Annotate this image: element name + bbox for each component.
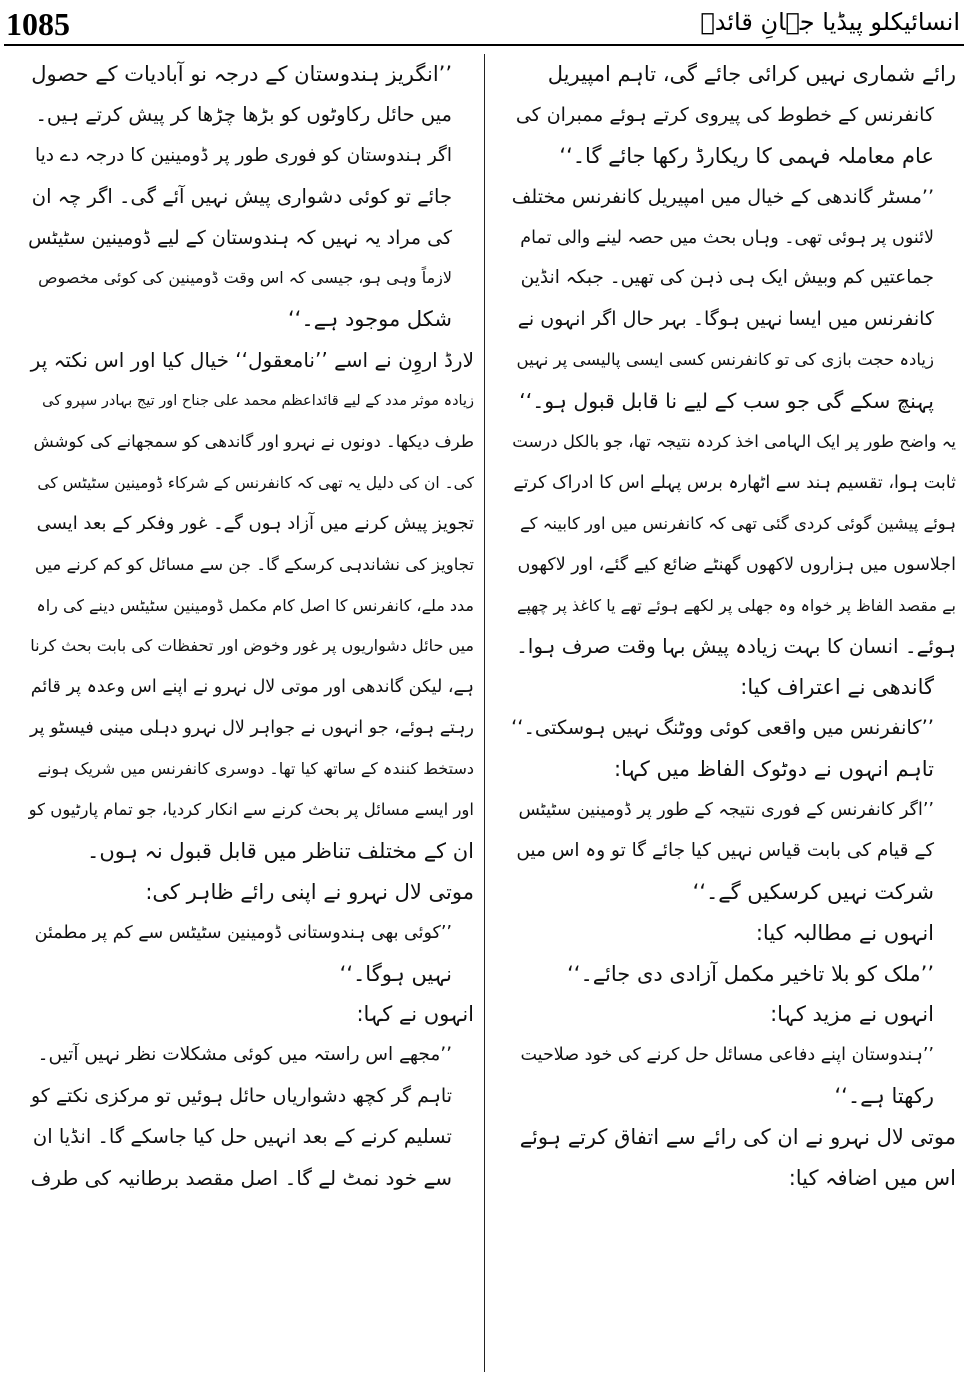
text-line: میں حائل دشواریوں پر غور وخوض اور تحفظات کی بابت بحث کرنا <box>30 636 474 656</box>
text-line: تاہم انہوں نے دوٹوک الفاظ میں کہا: <box>614 757 934 782</box>
text-line: کانفرنس کے خطوط کی پیروی کرتے ہوئے ممبران کی <box>515 103 934 126</box>
text-line: اجلاسوں میں ہزاروں لاکھوں گھنٹے ضائع کیے گئے، اور لاکھوں <box>517 554 956 575</box>
text-line: عام معاملہ فہمی کا ریکارڈ رکھا جائے گا۔‘‘ <box>559 143 934 168</box>
left-column <box>28 54 474 1370</box>
text-line: انہوں نے مزید کہا: <box>770 1002 934 1027</box>
text-line: بے مقصد الفاظ پر خواہ وہ جھلی پر لکھے ہوئے تھے یا کاغذ پر چھپے <box>516 595 956 615</box>
column-divider <box>484 54 485 1372</box>
text-line: تسلیم کرنے کے بعد انہیں حل کیا جاسکے گا۔ انڈیا ان <box>32 1125 452 1149</box>
text-line: انہوں نے کہا: <box>356 1002 474 1027</box>
text-line: ’’اگر کانفرنس کے فوری نتیجہ کے طور پر ڈومینین سٹیٹس <box>518 800 934 821</box>
text-line: اور ایسے مسائل پر بحث کرنے سے انکار کردیا، جو تمام پارٹیوں کو <box>28 800 474 820</box>
text-line: ثابت ہوا، تقسیم ہند سے اٹھارہ برس پہلے اس کا ادراک کرتے <box>513 472 956 493</box>
text-line: ’’ہندوستان اپنے دفاعی مسائل حل کرنے کی خود صلاحیت <box>520 1045 934 1066</box>
text-line: اگر ہندوستان کو فوری طور پر ڈومینین کا درجہ دے دیا <box>35 144 452 166</box>
text-line: تجویز پیش کرنے میں آزاد ہوں گے۔ غور وفکر کے بعد ایسی <box>36 512 474 534</box>
text-line: سے خود نمٹ لے گا۔ اصل مقصد برطانیہ کی طرف <box>30 1166 452 1191</box>
page-number: 1085 <box>6 6 70 42</box>
text-line: تجاویز کی نشاندہی کرسکے گا۔ جن سے مسائل کو کم کرنے میں <box>34 554 474 574</box>
text-line: کے قیام کی بابت قیاس نہیں کیا جائے گا تو وہ اس میں <box>516 839 934 861</box>
text-line: لارڈ اروِن نے اسے ’’نامعقول‘‘ خیال کیا اور اس نکتہ پر <box>30 348 474 373</box>
text-line: ہے، لیکن گاندھی اور موتی لال نہرو نے اپنے اس وعدہ پر قائم <box>30 677 474 698</box>
text-line: یہ واضح طور پر ایک الہامی اخذ کردہ نتیجہ تھا، جو بالکل درست <box>512 432 956 452</box>
text-line: مدد ملے، کانفرنس کا اصل کام مکمل ڈومینین سٹیٹس دینے کی راہ <box>36 595 474 615</box>
text-line: کانفرنس میں ایسا نہیں ہوگا۔ بہر حال اگر انہوں نے <box>517 308 934 331</box>
text-line: نہیں ہوگا۔‘‘ <box>339 961 452 986</box>
text-line: ’’کانفرنس میں واقعی کوئی ووٹنگ نہیں ہوسکتی۔‘‘ <box>511 716 934 740</box>
text-line: ’’ملک کو بلا تاخیر مکمل آزادی دی جائے۔‘‘ <box>567 961 934 986</box>
text-line: ’’مجھے اس راستہ میں کوئی مشکلات نظر نہیں آتیں۔ <box>37 1044 452 1066</box>
text-line: ’’انگریز ہندوستان کے درجہ نو آبادیات کے حصول <box>31 62 452 86</box>
text-line: گاندھی نے اعتراف کیا: <box>740 675 934 700</box>
text-line: کی۔ ان کی دلیل یہ تھی کہ کانفرنس کے شرکاء ڈومینین سٹیٹس کی <box>37 473 474 492</box>
text-line: ان کے مختلف تناظر میں قابل قبول نہ ہوں۔ <box>87 838 474 863</box>
text-line: جائے تو کوئی دشواری پیش نہیں آئے گی۔ اگر چہ ان <box>31 184 452 208</box>
text-line: رکھتا ہے۔‘‘ <box>834 1084 934 1109</box>
text-line: ہوئے۔ انسان کا بہت زیادہ پیش بہا وقت صرف ہوا۔ <box>516 634 956 659</box>
text-line: ’’کوئی بھی ہندوستانی ڈومینین سٹیٹس سے کم پر مطمئن <box>34 922 452 943</box>
text-line: موتی لال نہرو نے اپنی رائے ظاہر کی: <box>145 879 474 904</box>
text-line: میں حائل رکاوٹوں کو بڑھا چڑھا کر پیش کرتے ہیں۔ <box>35 102 452 126</box>
text-line: شکل موجود ہے۔‘‘ <box>288 307 452 332</box>
text-line: زیادہ موثر مدد کے لیے قائداعظم محمد علی جناح اور تیج بہادر سپرو کی <box>42 393 474 410</box>
text-line: لازماً وہی ہو، جیسی کہ اس وقت ڈومینین کی کوئی مخصوص <box>38 268 452 288</box>
text-line: لائنوں پر ہوئی تھی۔ وہاں بحث میں حصہ لینے والی تمام <box>520 227 934 248</box>
text-line: انہوں نے مطالبہ کیا: <box>755 920 934 945</box>
text-line: تاہم گر کچھ دشواریاں حائل ہوئیں تو مرکزی نکتے کو <box>30 1085 452 1108</box>
book-title: انسائیکلو پیڈیا جہانِ قائدؒ <box>700 8 960 36</box>
text-line: کی مراد یہ نہیں کہ ہندوستان کے لیے ڈومینین سٹیٹس <box>28 226 452 249</box>
text-line: پہنچ سکے گی جو سب کے لیے نا قابل قبول ہو۔‘‘ <box>519 389 934 414</box>
text-line: ہوئے پیشین گوئی کردی گئی تھی کہ کانفرنس میں اور کابینہ کے <box>519 513 956 533</box>
header-rule <box>4 44 964 46</box>
text-line: موتی لال نہرو نے ان کی رائے سے اتفاق کرتے ہوئے <box>519 1125 956 1150</box>
text-line: رائے شماری نہیں کرائی جائے گی، تاہم امپیریل <box>547 62 956 86</box>
right-column <box>510 54 956 1370</box>
text-line: رہتے ہوئے، جو انہوں نے جواہر لال نہرو دہلی مینی فیسٹو پر <box>30 718 474 739</box>
text-line: جماعتیں کم وبیش ایک ہی ذہن کی تھیں۔ جبکہ انڈین <box>520 267 934 289</box>
text-line: اس میں اضافہ کیا: <box>788 1166 956 1191</box>
text-line: زیادہ حجت بازی کی تو کانفرنس کسی ایسی پالیسی پر نہیں <box>516 350 934 370</box>
text-line: ’’مسٹر گاندھی کے خیال میں امپیریل کانفرنس مختلف <box>511 185 934 208</box>
text-line: دستخط کنندہ کے ساتھ کیا تھا۔ دوسری کانفرنس میں شریک ہونے <box>37 759 474 779</box>
text-line: طرف دیکھا۔ دونوں نے نہرو اور گاندھی کو سمجھانے کی کوشش <box>33 432 474 452</box>
text-line: شرکت نہیں کرسکیں گے۔‘‘ <box>692 879 934 904</box>
page-header <box>0 0 968 52</box>
